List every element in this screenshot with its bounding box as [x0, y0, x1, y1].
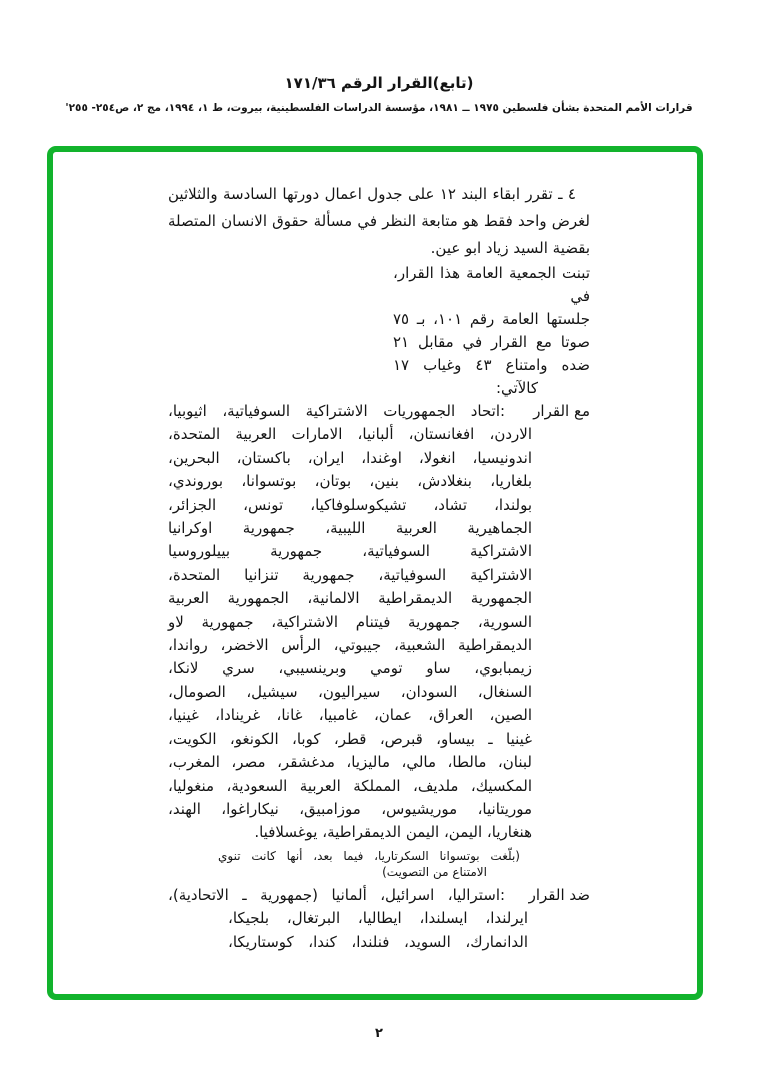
body-text [168, 181, 590, 954]
paragraph-resolution-clause [168, 181, 590, 262]
vote-country-line: موريتانيا، موريشيوس، موزامبيق، نيكاراغوا، الهند، [168, 799, 532, 818]
vote-country-line: الدانمارك، السويد، فنلندا، كندا، كوستاريكا، [228, 932, 528, 951]
vote-against-first-row [168, 884, 590, 907]
vote-country-line: الاشتراكية السوفياتية، جمهورية بييلوروسيا [168, 542, 532, 561]
vote-country-line: الصين، العراق، عمان، غامبيا، غانا، غرينادا، غينيا، [168, 706, 532, 725]
paragraph-line: ٤ ـ تقرر ابقاء البند ١٢ على جدول اعمال دورتها السادسة والثلاثين [168, 185, 576, 203]
vote-country-line: ايرلندا، ايسلندا، ايطاليا، البرتغال، بلجيكا، [228, 909, 528, 928]
vote-against-label [500, 884, 590, 907]
vote-country-line: المكسيك، ملديف، المملكة العربية السعودية، منغوليا، [168, 776, 532, 795]
vote-country-line: اتحاد الجمهوريات الاشتراكية السوفياتية، اثيوبيا، [168, 402, 500, 420]
vote-country-line: الاشتراكية السوفياتية، جمهورية تنزانيا المتحدة، [168, 565, 532, 584]
vote-with-first-row [168, 400, 590, 423]
paragraph-line: لغرض واحد فقط هو متابعة النظر في مسألة حقوق الانسان المتصلة [168, 212, 590, 230]
paragraph-line: كالآتي: [496, 379, 538, 397]
vote-country-line: زيمبابوي، ساو تومي وبرينسيبي، سري لانكا، [168, 659, 532, 678]
vote-country-line: بلغاريا، بنغلادش، بنين، بوتان، بوتسوانا، بوروندي، [168, 472, 532, 491]
vote-against-block [168, 884, 590, 954]
vote-country-line: لبنان، مالطا، مالي، ماليزيا، مدغشقر، مصر، المغرب، [168, 753, 532, 772]
vote-with-block [168, 400, 590, 845]
vote-country-line: السورية، جمهورية فيتنام الاشتراكية، جمهورية لاو [168, 612, 532, 631]
note-line: (بلّغت بوتسوانا السكرتاريا، فيما بعد، أنها كانت تنوي [218, 848, 520, 863]
paragraph-line: ضده وامتناع ٤٣ وغياب ١٧ [393, 356, 590, 374]
vote-country-line: الديمقراطية الشعبية، جيبوتي، الرأس الاخضر، رواندا، [168, 636, 532, 655]
vote-country-line: الاردن، افغانستان، ألبانيا، الامارات العربية المتحدة، [168, 425, 532, 444]
note-line: الامتناع من التصويت) [382, 865, 487, 880]
paragraph-line: بقضية السيد زياد ابو عين. [430, 239, 590, 257]
vote-country-line: الجماهيرية العربية الليبية، جمهورية اوكرانيا [168, 519, 532, 538]
paragraph-line: تبنت الجمعية العامة هذا القرار، في [393, 264, 590, 305]
paragraph-line: صوتا مع القرار في مقابل ٢١ [393, 333, 590, 351]
vote-country-line: الجمهورية الديمقراطية الالمانية، الجمهورية العربية [168, 589, 532, 608]
vote-country-line: هنغاريا، اليمن، اليمن الديمقراطية، يوغسلافيا. [254, 823, 532, 842]
vote-with-label [500, 400, 590, 423]
vote-country-line: بولندا، تشاد، تشيكوسلوفاكيا، تونس، الجزائر، [168, 495, 532, 514]
page-number: ٢ [375, 1026, 383, 1041]
vote-label-colon: : [500, 402, 506, 420]
secretariat-note [218, 848, 520, 881]
vote-label-colon: : [500, 885, 506, 904]
vote-country-line: غينيا ـ بيساو، قبرص، قطر، كوبا، الكونغو، الكويت، [168, 729, 532, 748]
vote-label-text: ضد القرار [528, 885, 590, 904]
source-citation: قرارات الأمم المتحدة بشأن فلسطين ١٩٧٥ ــ ١٩٨١، مؤسسة الدراسات الفلسطينية، بيروت، ط ١، ١٩٩٤، مج ٢، ص٢٥٤- ٢٥٥' [65, 102, 693, 114]
vote-country-line: اندونيسيا، انغولا، اوغندا، ايران، باكستان، البحرين، [168, 448, 532, 467]
vote-label-text: مع القرار [533, 402, 590, 420]
paragraph-line: جلستها العامة رقم ١٠١، بـ ٧٥ [393, 310, 591, 328]
paragraph-adoption-summary [393, 262, 590, 400]
resolution-title: (تابع)القرار الرقم ١٧١/٣٦ [284, 74, 474, 92]
vote-country-line: استراليا، اسرائيل، ألمانيا (جمهورية ـ الاتحادية)، [168, 885, 500, 904]
vote-country-line: السنغال، السودان، سيراليون، سيشيل، الصومال، [168, 682, 532, 701]
